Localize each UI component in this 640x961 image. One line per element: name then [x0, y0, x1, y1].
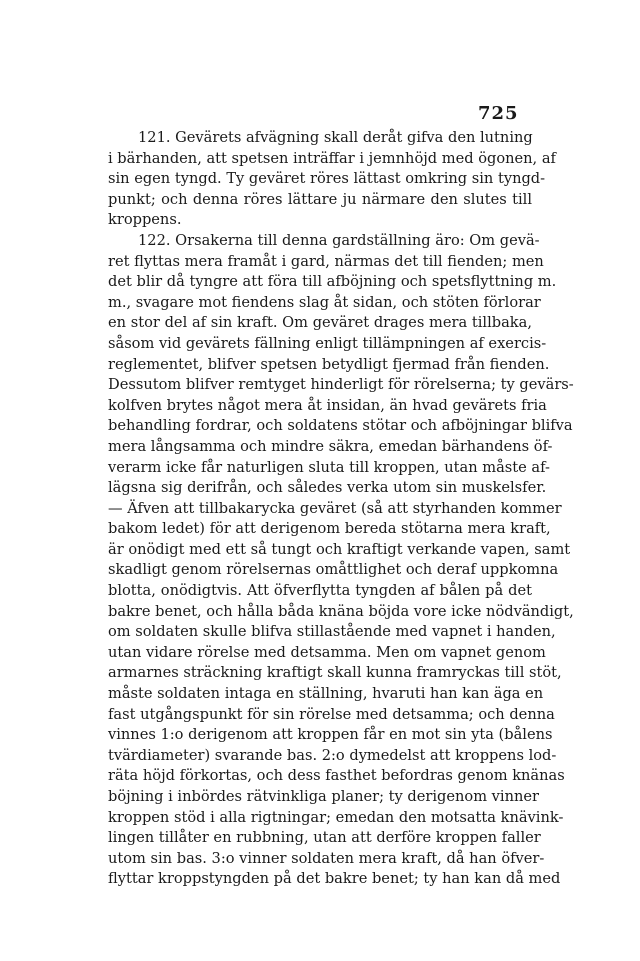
text-line: om soldaten skulle blifva stillastående med vapnet i handen, — [108, 623, 556, 641]
text-line: ret flyttas mera framåt i gard, närmas det till fienden; men — [108, 252, 544, 270]
text-line: skadligt genom rörelsernas omåttlighet och deraf uppkomna — [108, 561, 559, 579]
text-line: en stor del af sin kraft. Om geväret drages mera tillbaka, — [108, 314, 532, 332]
text-line: utan vidare rörelse med detsamma. Men om vapnet genom — [108, 643, 546, 661]
text-line: blotta, onödigtvis. Att öfverflytta tyngden af bålen på det — [108, 582, 532, 600]
text-line: flyttar kroppstyngden på det bakre benet; ty han kan då med — [108, 870, 561, 888]
text-line: punkt; och denna röres lättare ju närmare den slutes till — [108, 190, 532, 208]
text-line: i bärhanden, att spetsen inträffar i jemnhöjd med ögonen, af — [108, 149, 556, 167]
text-line: lägsna sig derifrån, och således verka utom sin muskelsfer. — [108, 479, 547, 497]
text-line: tvärdiameter) svarande bas. 2:o dymedelst att kroppens lod- — [108, 746, 557, 764]
text-line: är onödigt med ett så tungt och kraftigt verkande vapen, samt — [108, 540, 571, 558]
text-line: m., svagare mot fiendens slag åt sidan, och stöten förlorar — [108, 293, 541, 311]
text-line: fast utgångspunkt för sin rörelse med detsamma; och denna — [108, 705, 555, 723]
text-line: utom sin bas. 3:o vinner soldaten mera kraft, då han öfver- — [108, 849, 545, 867]
text-line: bakom ledet) för att derigenom bereda stötarna mera kraft, — [108, 520, 551, 538]
text-line: det blir då tyngre att föra till afböjning och spetsflyttning m. — [108, 273, 557, 291]
text-line: 122. Orsakerna till denna gardställning äro: Om gevä- — [138, 231, 540, 249]
text-line: lingen tillåter en rubbning, utan att derföre kroppen faller — [108, 829, 541, 847]
text-line: mera långsamma och mindre säkra, emedan bärhandens öf- — [108, 437, 553, 455]
page-number: 725 — [478, 103, 519, 124]
text-line: kolfven brytes något mera åt insidan, än hvad gevärets fria — [108, 396, 547, 414]
text-line: bakre benet, och hålla båda knäna böjda vore icke nödvändigt, — [108, 602, 574, 620]
text-line: Dessutom blifver remtyget hinderligt för rörelserna; ty gevärs- — [108, 376, 574, 394]
text-line: såsom vid gevärets fällning enligt tillämpningen af exercis- — [108, 334, 547, 352]
text-line: räta höjd förkortas, och dess fasthet befordras genom knänas — [108, 767, 565, 785]
text-line: måste soldaten intaga en ställning, hvaruti han kan äga en — [108, 685, 544, 703]
text-line: reglementet, blifver spetsen betydligt fjermad från fienden. — [108, 355, 550, 373]
text-line: sin egen tyngd. Ty geväret röres lättast omkring sin tyngd- — [108, 170, 546, 188]
text-line: behandling fordrar, och soldatens stötar och afböjningar blifva — [108, 417, 573, 435]
text-line: verarm icke får naturligen sluta till kroppen, utan måste af- — [108, 458, 550, 476]
text-line: kroppens. — [108, 211, 182, 229]
text-line: kroppen stöd i alla rigtningar; emedan den motsatta knävink- — [108, 808, 564, 826]
text-line: — Äfven att tillbakarycka geväret (så att styrhanden kommer — [108, 499, 562, 517]
body-text — [108, 128, 574, 890]
text-line: vinnes 1:o derigenom att kroppen får en mot sin yta (bålens — [108, 726, 553, 744]
text-line: armarnes sträckning kraftigt skall kunna framryckas till stöt, — [108, 664, 562, 682]
text-line: 121. Gevärets afvägning skall deråt gifva den lutning — [138, 129, 533, 146]
text-line: böjning i inbördes rätvinkliga planer; ty derigenom vinner — [108, 788, 540, 805]
